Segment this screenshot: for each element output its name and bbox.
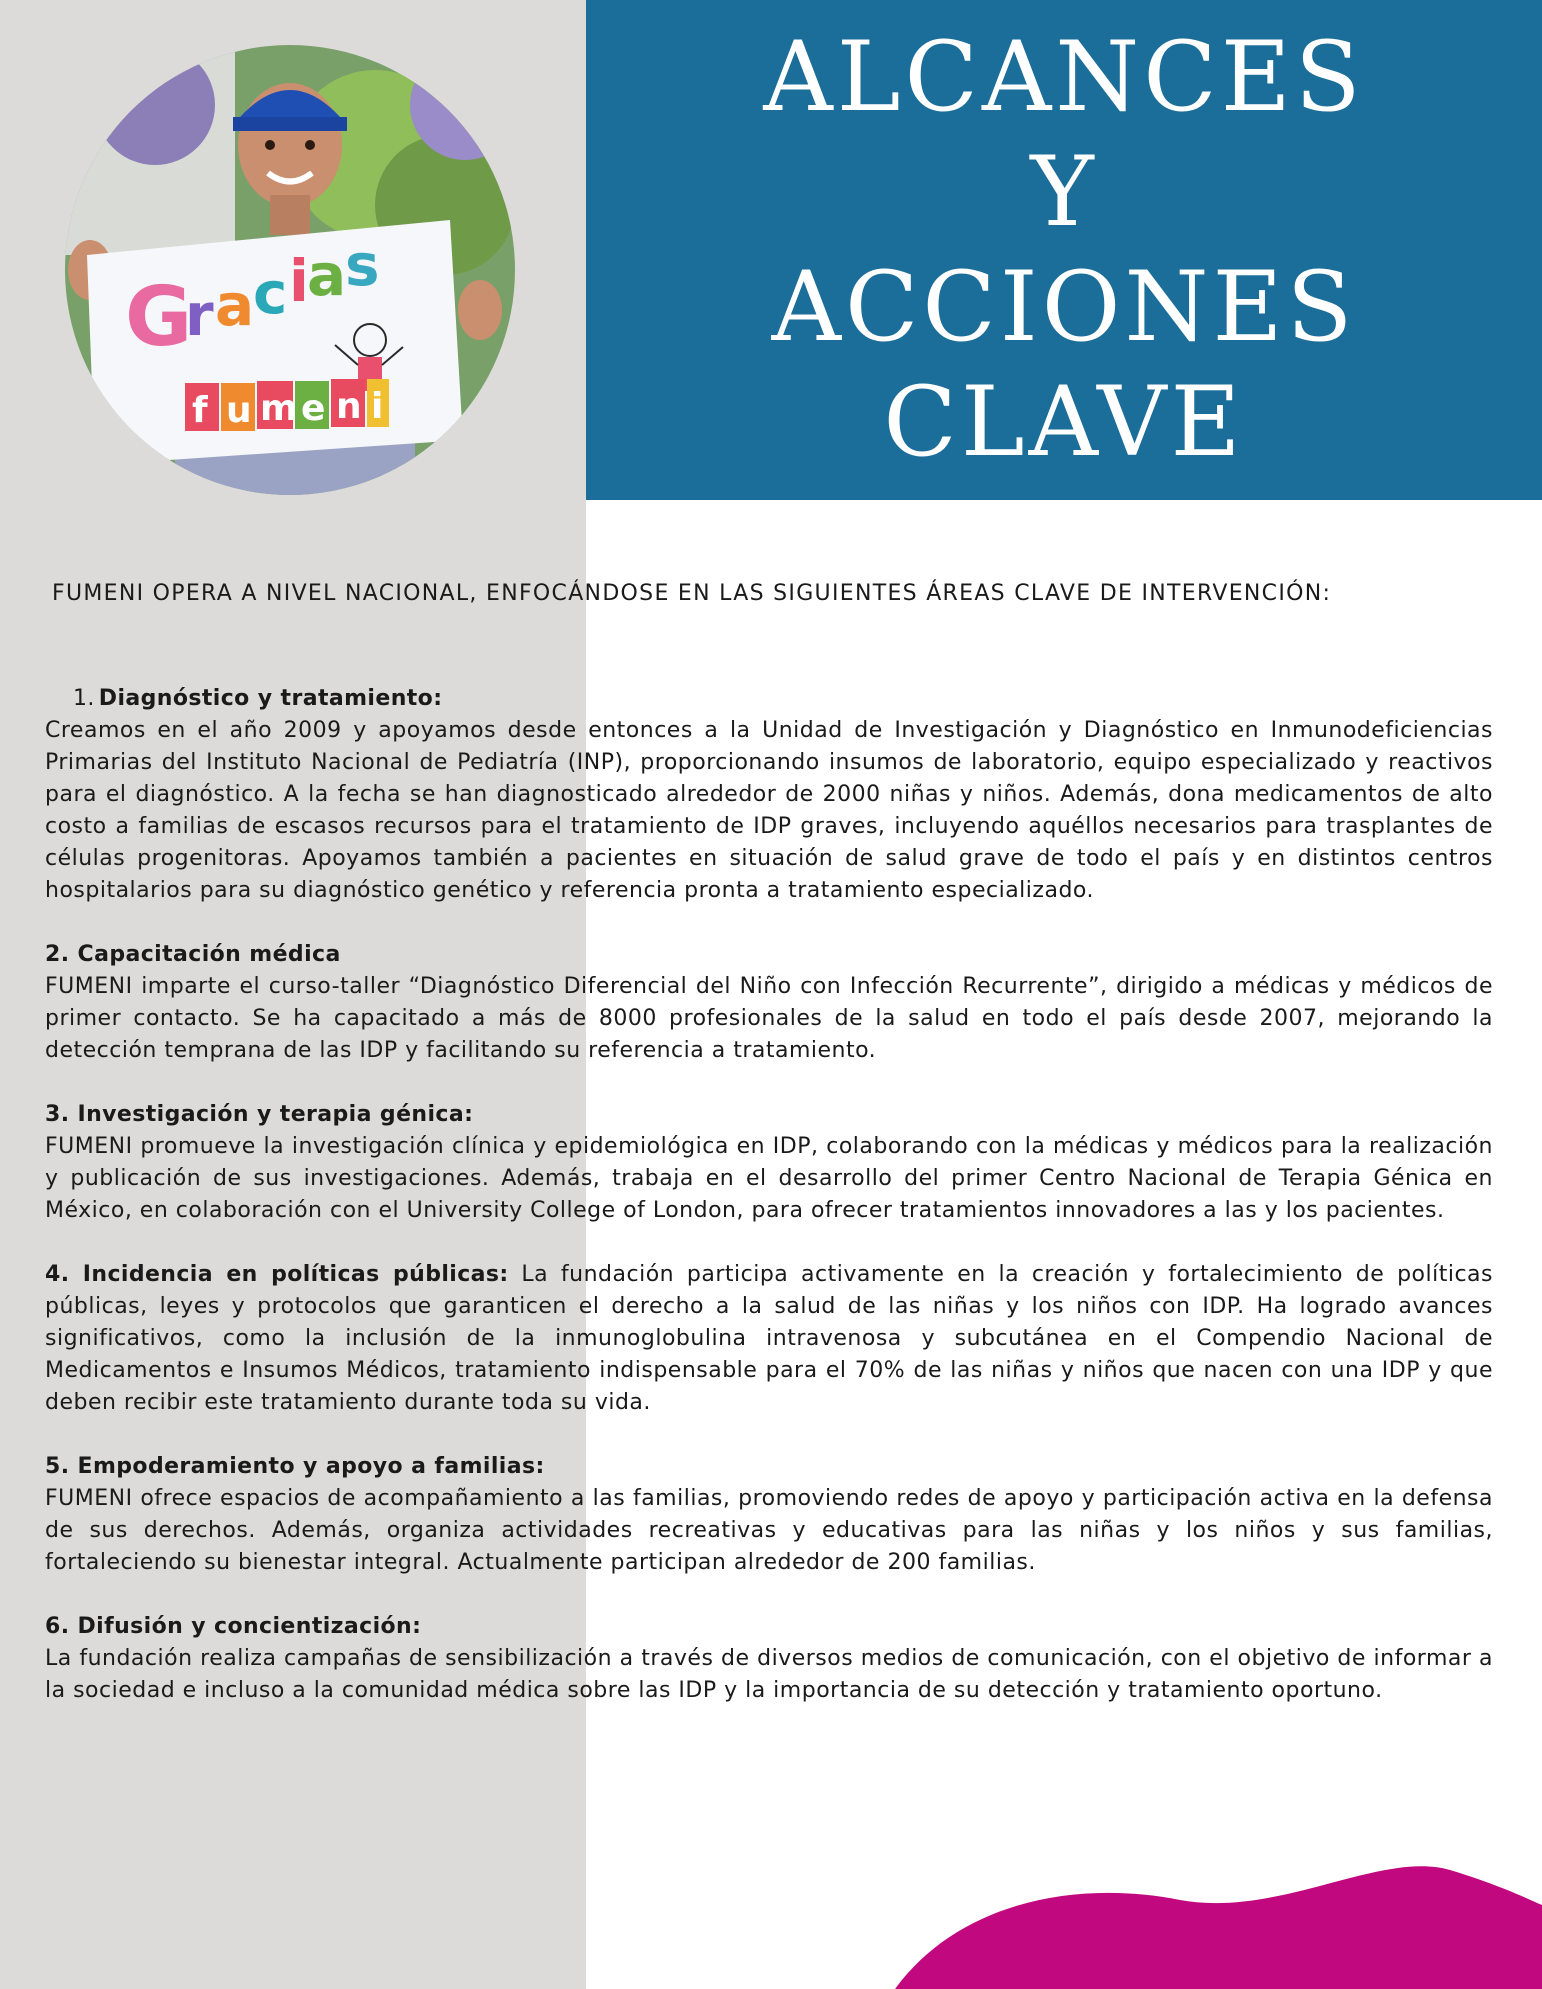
svg-text:u: u bbox=[226, 390, 252, 431]
svg-text:i: i bbox=[371, 386, 384, 427]
section-heading: 3. Investigación y terapia génica: bbox=[45, 1102, 474, 1127]
section-body: La fundación participa activamente en la creación y fortalecimiento de políticas públicas, leyes y protocolos que garanticen el derecho a la salud de las niñas y los niños con IDP. Ha logrado avances significativos, como la inclusión de la inmunoglobulina intravenosa y subcutánea en el Compendio Nacional de Medicamentos e Insumos Médicos, tratamiento indispensable para el 70% de las niñas y niños que nacen con una IDP y que deben recibir este tratamiento durante toda su vida. bbox=[45, 1262, 1494, 1415]
section-heading: 6. Difusión y concientización: bbox=[45, 1614, 422, 1639]
section-heading-text: Diagnóstico y tratamiento: bbox=[98, 686, 443, 711]
title-line: ACCIONES bbox=[771, 251, 1357, 363]
section-heading: 2. Capacitación médica bbox=[45, 942, 341, 967]
section-body: FUMENI promueve la investigación clínica y epidemiológica en IDP, colaborando con la médicas y médicos para la realización y publicación de sus investigaciones. Además, trabaja en el desarrollo del primer Centro Nacional de Terapia Génica en México, en colaboración con el University College of London, para ofrecer tratamientos innovadores a las y los pacientes. bbox=[45, 1134, 1493, 1223]
section-body: FUMENI imparte el curso-taller “Diagnóstico Diferencial del Niño con Infección Recurrente”, dirigido a médicas y médicos de primer contacto. Se ha capacitado a más de 8000 profesionales de la salud en todo el país desde 2007, mejorando la detección temprana de las IDP y facilitando su referencia a tratamiento. bbox=[45, 974, 1493, 1063]
title-line: CLAVE bbox=[883, 366, 1245, 478]
svg-text:a: a bbox=[307, 241, 347, 309]
svg-text:i: i bbox=[289, 247, 309, 315]
title-line: Y bbox=[1030, 136, 1098, 248]
svg-text:a: a bbox=[215, 271, 255, 339]
title-line: ALCANCES bbox=[763, 21, 1365, 133]
svg-text:e: e bbox=[301, 388, 326, 429]
svg-text:c: c bbox=[253, 259, 288, 327]
section-heading: 4. Incidencia en políticas públicas: bbox=[45, 1262, 509, 1287]
svg-text:s: s bbox=[345, 231, 380, 299]
intro-text: FUMENI OPERA A NIVEL NACIONAL, ENFOCÁNDOSE EN LAS SIGUIENTES ÁREAS CLAVE DE INTERVENCIÓN: bbox=[52, 581, 1332, 606]
section-body: Creamos en el año 2009 y apoyamos desde entonces a la Unidad de Investigación y Diagnóstico en Inmunodeficiencias Primarias del Instituto Nacional de Pediatría (INP), proporcionando insumos de laboratorio, equipo especializado y reactivos para el diagnóstico. A la fecha se han diagnosticado alrededor de 2000 niñas y niños. Además, dona medicamentos de alto costo a familias de escasos recursos para el tratamiento de IDP graves, incluyendo aquéllos necesarios para trasplantes de células progenitoras. Apoyamos también a pacientes en situación de salud grave de todo el país y en distintos centros hospitalarios para su diagnóstico genético y referencia pronta a tratamiento especializado. bbox=[45, 718, 1493, 903]
svg-text:m: m bbox=[260, 388, 298, 429]
svg-text:n: n bbox=[336, 386, 362, 427]
section-heading: 5. Empoderamiento y apoyo a familias: bbox=[45, 1454, 545, 1479]
svg-text:r: r bbox=[185, 281, 214, 349]
svg-text:f: f bbox=[192, 390, 208, 431]
section-body: FUMENI ofrece espacios de acompañamiento a las familias, promoviendo redes de apoyo y participación activa en la defensa de sus derechos. Además, organiza actividades recreativas y educativas para las niñas y los niños y sus familias, fortaleciendo su bienestar integral. Actualmente participan alrededor de 200 familias. bbox=[45, 1486, 1493, 1575]
section-body: La fundación realiza campañas de sensibilización a través de diversos medios de comunicación, con el objetivo de informar a la sociedad e incluso a la comunidad médica sobre las IDP y la importancia de su detección y tratamiento oportuno. bbox=[45, 1646, 1493, 1703]
svg-text:G: G bbox=[125, 270, 193, 365]
section-number: 1. bbox=[73, 686, 95, 711]
